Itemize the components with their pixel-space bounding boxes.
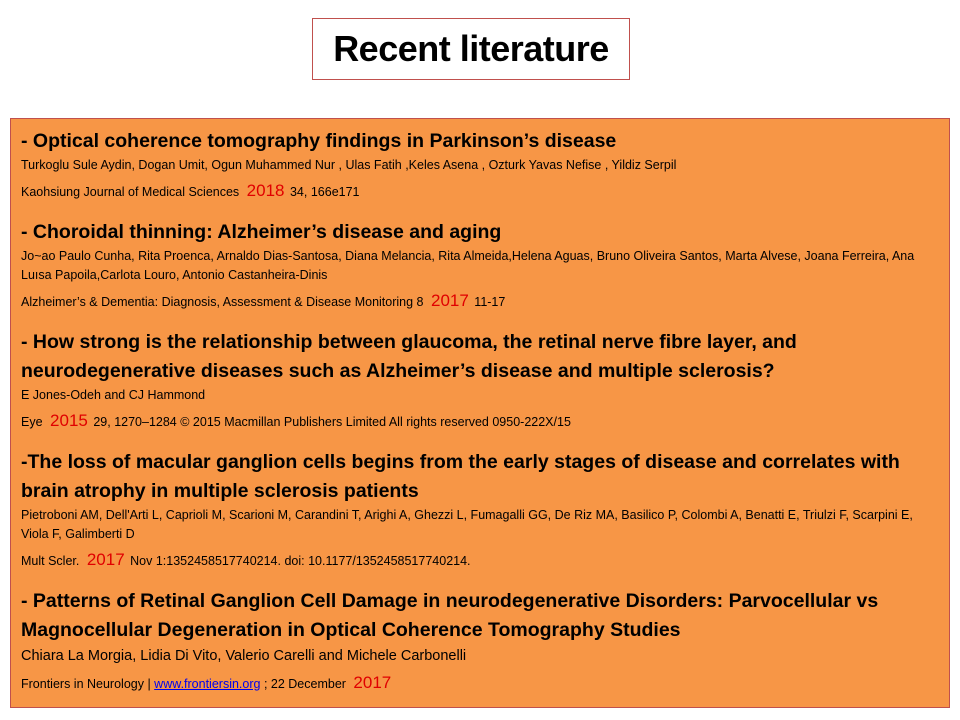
source-year: 2018 xyxy=(246,181,285,200)
entry-source xyxy=(21,411,939,432)
entry-authors: Pietroboni AM, Dell'Arti L, Caprioli M, Scarioni M, Carandini T, Arighi A, Ghezzi L, Fumagalli GG, De Riz MA, Basilico P, Colombi A, Benatti E, Triulzi F, Scarpini E, Viola F, Galimberti D xyxy=(21,508,913,541)
source-details: 29, 1270–1284 © 2015 Macmillan Publishers Limited All rights reserved 0950-222X/15 xyxy=(93,415,571,429)
entry-authors: Jo~ao Paulo Cunha, Rita Proenca, Arnaldo Dias-Santosa, Diana Melancia, Rita Almeida,Helena Aguas, Bruno Oliveira Santos, Marta Alvese, Joana Ferreira, Ana Luısa Papoila,Carlota Louro, Antonio Castanheira-Dinis xyxy=(21,249,915,282)
entry-title: - Choroidal thinning: Alzheimer’s disease and aging xyxy=(21,221,502,243)
entry-authors: E Jones-Odeh and CJ Hammond xyxy=(21,388,206,402)
literature-entry-5 xyxy=(21,587,939,694)
source-journal: Mult Scler. xyxy=(21,554,80,568)
source-details: 34, 166e171 xyxy=(289,185,360,199)
literature-entry-1 xyxy=(21,127,939,202)
page-title: Recent literature xyxy=(333,28,609,69)
source-journal: Alzheimer’s & Dementia: Diagnosis, Assessment & Disease Monitoring 8 xyxy=(21,295,424,309)
source-year: 2017 xyxy=(86,550,125,569)
page-title-box xyxy=(312,18,630,80)
source-details: Nov 1:1352458517740214. doi: 10.1177/1352458517740214. xyxy=(130,554,471,568)
literature-entry-4 xyxy=(21,448,939,571)
source-details: 11-17 xyxy=(474,295,506,309)
entry-authors: Chiara La Morgia, Lidia Di Vito, Valerio Carelli and Michele Carbonelli xyxy=(21,648,467,664)
source-details: ; 22 December xyxy=(263,677,346,691)
source-journal: Eye xyxy=(21,415,43,429)
entry-title: - Patterns of Retinal Ganglion Cell Damage in neurodegenerative Disorders: Parvocellular vs Magnocellular Degeneration in Optical Coherence Tomography Studies xyxy=(21,590,879,641)
entry-source xyxy=(21,181,939,202)
entry-source xyxy=(21,673,939,694)
source-journal: Frontiers in Neurology | xyxy=(21,677,151,691)
entry-source xyxy=(21,291,939,312)
entry-authors: Turkoglu Sule Aydin, Dogan Umit, Ogun Muhammed Nur , Ulas Fatih ,Keles Asena , Ozturk Yavas Nefise , Yildiz Serpil xyxy=(21,158,677,172)
entry-source xyxy=(21,550,939,571)
source-year: 2017 xyxy=(430,291,469,310)
literature-entry-3 xyxy=(21,328,939,432)
frontiers-link[interactable]: www.frontiersin.org xyxy=(154,677,261,691)
entry-title: - Optical coherence tomography findings in Parkinson’s disease xyxy=(21,130,617,152)
entry-title: -The loss of macular ganglion cells begins from the early stages of disease and correlates with brain atrophy in multiple sclerosis patients xyxy=(21,451,900,502)
entry-title: - How strong is the relationship between glaucoma, the retinal nerve fibre layer, and neurodegenerative diseases such as Alzheimer’s disease and multiple sclerosis? xyxy=(21,331,797,382)
source-journal: Kaohsiung Journal of Medical Sciences xyxy=(21,185,240,199)
source-year: 2017 xyxy=(353,673,392,692)
literature-entry-2 xyxy=(21,218,939,312)
source-year: 2015 xyxy=(50,411,88,430)
literature-panel xyxy=(10,118,950,708)
